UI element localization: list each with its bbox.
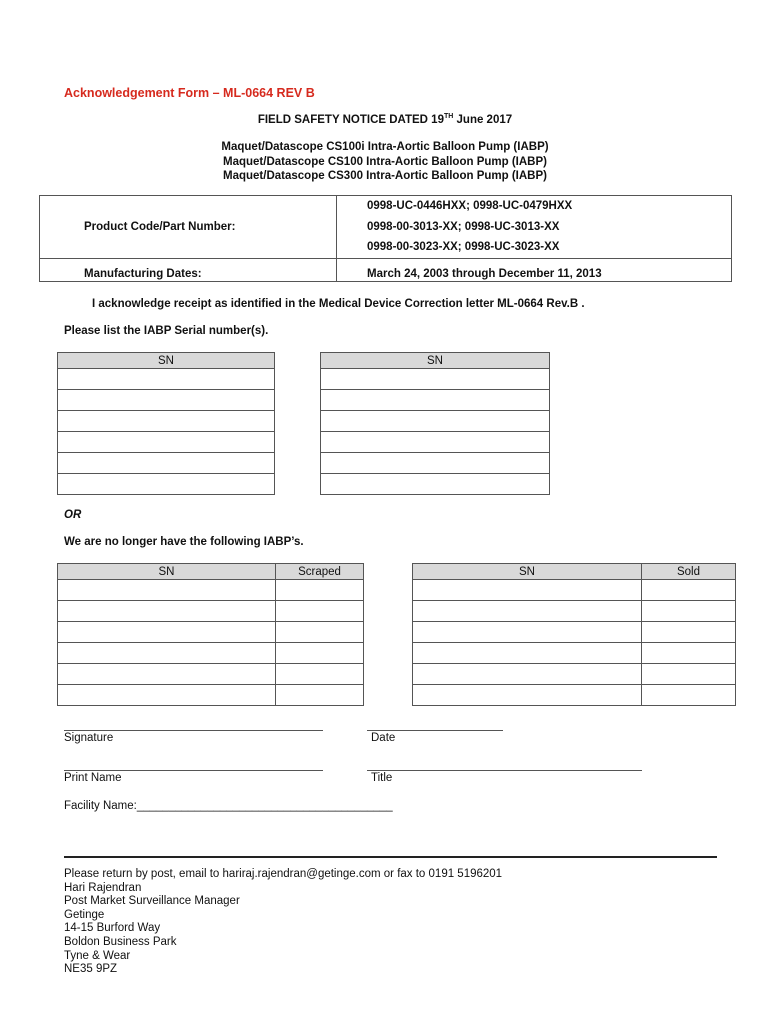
sold-input-cell[interactable]: [642, 601, 736, 622]
product-code: 0998-00-3013-XX; 0998-UC-3013-XX: [367, 220, 560, 233]
serial-input-cell[interactable]: [321, 432, 550, 453]
serial-table-left: [57, 352, 275, 495]
serial-input-cell[interactable]: [58, 432, 275, 453]
scraped-input-cell[interactable]: [276, 664, 364, 685]
product-codes: [337, 196, 732, 259]
product-code-label: Product Code/Part Number:: [40, 196, 337, 259]
form-title: Acknowledgement Form – ML-0664 REV B: [64, 86, 315, 100]
notice-suffix: June 2017: [453, 114, 513, 126]
scraped-input-cell[interactable]: [276, 643, 364, 664]
acknowledge-statement: I acknowledge receipt as identified in the Medical Device Correction letter ML-0664 Rev.B .: [92, 298, 585, 310]
product-line: Maquet/Datascope CS100 Intra-Aortic Balloon Pump (IABP): [223, 155, 547, 168]
serial-input-cell[interactable]: [58, 643, 276, 664]
serial-table-right: [320, 352, 550, 495]
product-table: [39, 195, 732, 282]
no-longer-statement: We are no longer have the following IABP’s.: [64, 536, 304, 548]
scraped-input-cell[interactable]: [276, 601, 364, 622]
sn-header: SN: [58, 353, 275, 369]
serial-input-cell[interactable]: [321, 474, 550, 495]
notice-prefix: FIELD SAFETY NOTICE DATED 19: [257, 114, 444, 126]
serial-input-cell[interactable]: [413, 643, 642, 664]
sn-header: SN: [413, 564, 642, 580]
serial-input-cell[interactable]: [413, 580, 642, 601]
sold-input-cell[interactable]: [642, 643, 736, 664]
serial-input-cell[interactable]: [321, 390, 550, 411]
notice-heading: [0, 114, 770, 126]
sold-input-cell[interactable]: [642, 622, 736, 643]
date-line[interactable]: [367, 730, 503, 731]
scraped-input-cell[interactable]: [276, 685, 364, 706]
serial-input-cell[interactable]: [413, 685, 642, 706]
serial-input-cell[interactable]: [321, 453, 550, 474]
scraped-input-cell[interactable]: [276, 580, 364, 601]
notice-sup: TH: [443, 113, 454, 121]
title-line[interactable]: [367, 770, 642, 771]
serial-input-cell[interactable]: [413, 664, 642, 685]
serial-input-cell[interactable]: [413, 601, 642, 622]
print-name-label: Print Name: [64, 772, 122, 784]
address-line: 14-15 Burford Way: [64, 922, 161, 935]
address-line: NE35 9PZ: [64, 963, 118, 976]
sold-input-cell[interactable]: [642, 580, 736, 601]
serial-input-cell[interactable]: [321, 411, 550, 432]
serial-input-cell[interactable]: [413, 622, 642, 643]
sold-table: [412, 563, 736, 706]
address-line: Hari Rajendran: [64, 881, 142, 894]
serial-input-cell[interactable]: [58, 390, 275, 411]
scraped-header: Scraped: [276, 564, 364, 580]
serial-prompt: Please list the IABP Serial number(s).: [64, 325, 269, 337]
return-line: Please return by post, email to hariraj.rajendran@getinge.com or fax to 0191 5196201: [64, 868, 503, 880]
sn-header: SN: [58, 564, 276, 580]
serial-input-cell[interactable]: [58, 601, 276, 622]
serial-input-cell[interactable]: [58, 369, 275, 390]
address-line: Getinge: [64, 908, 105, 921]
manufacturing-dates-label: Manufacturing Dates:: [40, 259, 337, 282]
print-name-line[interactable]: [64, 770, 323, 771]
footer-divider: [64, 856, 717, 858]
serial-input-cell[interactable]: [58, 411, 275, 432]
product-code: 0998-00-3023-XX; 0998-UC-3023-XX: [367, 241, 560, 254]
product-line: Maquet/Datascope CS100i Intra-Aortic Balloon Pump (IABP): [221, 141, 549, 153]
serial-input-cell[interactable]: [321, 369, 550, 390]
serial-input-cell[interactable]: [58, 664, 276, 685]
product-list: [0, 140, 770, 184]
address-line: Boldon Business Park: [64, 935, 177, 948]
serial-input-cell[interactable]: [58, 685, 276, 706]
signature-label: Signature: [64, 732, 114, 744]
serial-input-cell[interactable]: [58, 622, 276, 643]
sn-header: SN: [321, 353, 550, 369]
title-label: Title: [371, 772, 393, 784]
serial-input-cell[interactable]: [58, 474, 275, 495]
sold-input-cell[interactable]: [642, 664, 736, 685]
product-code: 0998-UC-0446HXX; 0998-UC-0479HXX: [367, 200, 573, 213]
scraped-input-cell[interactable]: [276, 622, 364, 643]
or-label: OR: [64, 509, 82, 521]
manufacturing-dates-value: March 24, 2003 through December 11, 2013: [337, 259, 732, 282]
facility-name-field[interactable]: Facility Name:________________________________________: [64, 800, 393, 812]
address-line: Tyne & Wear: [64, 949, 131, 962]
scraped-table: [57, 563, 364, 706]
sold-input-cell[interactable]: [642, 685, 736, 706]
product-line: Maquet/Datascope CS300 Intra-Aortic Balloon Pump (IABP): [223, 170, 547, 182]
date-label: Date: [371, 732, 396, 744]
serial-input-cell[interactable]: [58, 580, 276, 601]
signature-line[interactable]: [64, 730, 323, 731]
sold-header: Sold: [642, 564, 736, 580]
return-instructions: [64, 868, 502, 977]
address-line: Post Market Surveillance Manager: [64, 895, 240, 908]
serial-input-cell[interactable]: [58, 453, 275, 474]
